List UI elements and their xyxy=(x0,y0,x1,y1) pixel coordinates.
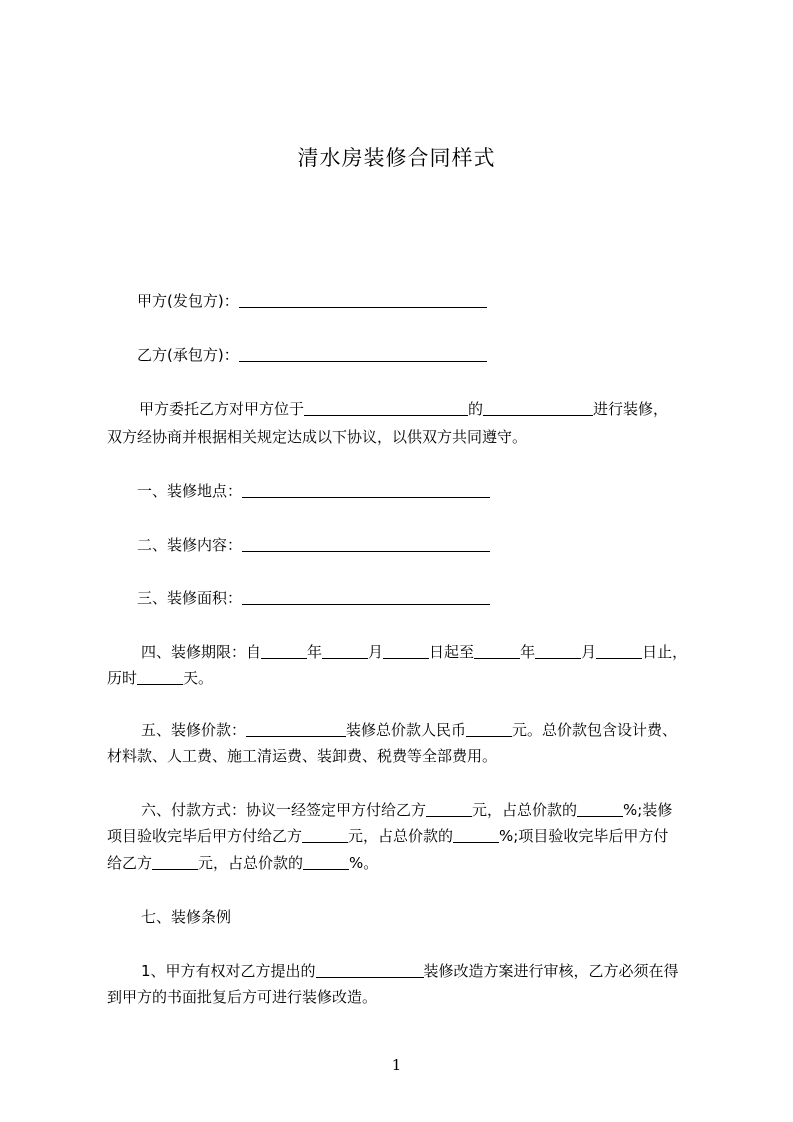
start-year-blank[interactable] xyxy=(261,644,307,659)
clause-1-text-1: 1、甲方有权对乙方提出的 xyxy=(141,962,316,980)
item-4-text-5: 年 xyxy=(520,643,536,661)
end-day-blank[interactable] xyxy=(596,644,642,659)
document-title: 清水房装修合同样式 xyxy=(297,146,496,170)
clause-1-text-2: 装修改造方案进行审核，乙方必须在得 xyxy=(423,962,679,980)
clause-1-plan-blank[interactable] xyxy=(316,963,424,978)
item-1-blank[interactable] xyxy=(242,483,490,498)
intro-property-blank[interactable] xyxy=(483,401,593,416)
total-price-blank[interactable] xyxy=(466,722,512,737)
end-year-blank[interactable] xyxy=(474,644,520,659)
item-2-line xyxy=(137,535,490,555)
item-4-text-3: 月 xyxy=(368,643,384,661)
first-percent-blank[interactable] xyxy=(577,802,623,817)
item-6-text-6: %;项目验收完毕后甲方付 xyxy=(499,827,669,845)
item-5-text-1: 五、装修价款： xyxy=(141,721,247,739)
item-4-text-8: 历时 xyxy=(107,669,138,687)
item-4-text-1: 四、装修期限：自 xyxy=(141,643,262,661)
price-type-blank[interactable] xyxy=(246,722,346,737)
item-6-text-3: %;装修 xyxy=(623,801,673,819)
item-5-text-2: 装修总价款人民币 xyxy=(346,721,467,739)
item-5-line-2: 材料款、人工费、施工清运费、装卸费、税费等全部费用。 xyxy=(107,747,498,765)
party-b-label: 乙方(承包方)： xyxy=(137,346,239,364)
second-payment-blank[interactable] xyxy=(302,828,348,843)
item-4-line-2 xyxy=(107,668,213,688)
item-4-text-9: 天。 xyxy=(183,669,214,687)
intro-line-1 xyxy=(139,399,668,419)
item-6-text-1: 六、付款方式：协议一经签定甲方付给乙方 xyxy=(141,801,427,819)
third-percent-blank[interactable] xyxy=(303,855,349,870)
second-percent-blank[interactable] xyxy=(453,828,499,843)
page-number: 1 xyxy=(391,1056,402,1074)
item-5-text-3: 元。总价款包含设计费、 xyxy=(512,721,678,739)
intro-text-2: 的 xyxy=(468,400,484,418)
intro-text-3: 进行装修， xyxy=(593,400,669,418)
party-a-blank[interactable] xyxy=(239,293,487,308)
intro-line-2: 双方经协商并根据相关规定达成以下协议，以供双方共同遵守。 xyxy=(107,428,528,446)
third-payment-blank[interactable] xyxy=(152,855,198,870)
item-2-blank[interactable] xyxy=(242,537,490,552)
item-3-label: 三、装修面积： xyxy=(137,589,243,607)
item-6-text-5: 元，占总价款的 xyxy=(348,827,454,845)
clause-1-line-2: 到甲方的书面批复后方可进行装修改造。 xyxy=(107,988,378,1006)
duration-days-blank[interactable] xyxy=(137,670,183,685)
start-day-blank[interactable] xyxy=(383,644,429,659)
item-6-line-3 xyxy=(107,853,378,873)
start-month-blank[interactable] xyxy=(322,644,368,659)
item-6-text-9: %。 xyxy=(349,854,379,872)
party-b-blank[interactable] xyxy=(239,347,487,362)
item-1-label: 一、装修地点： xyxy=(137,482,243,500)
item-2-label: 二、装修内容： xyxy=(137,536,243,554)
intro-location-blank[interactable] xyxy=(304,401,468,416)
party-a-label: 甲方(发包方)： xyxy=(137,292,239,310)
item-4-text-6: 月 xyxy=(581,643,597,661)
party-a-line xyxy=(137,291,487,311)
item-4-text-7: 日止， xyxy=(642,643,688,661)
item-6-text-4: 项目验收完毕后甲方付给乙方 xyxy=(107,827,303,845)
item-6-line-2 xyxy=(107,826,668,846)
item-6-text-8: 元，占总价款的 xyxy=(198,854,304,872)
item-7-heading: 七、装修条例 xyxy=(141,908,232,926)
clause-1-line-1 xyxy=(141,961,679,981)
item-4-line-1 xyxy=(141,642,687,662)
item-1-line xyxy=(137,481,490,501)
item-3-blank[interactable] xyxy=(242,590,490,605)
item-6-text-2: 元，占总价款的 xyxy=(472,801,578,819)
party-b-line xyxy=(137,345,487,365)
intro-text-1: 甲方委托乙方对甲方位于 xyxy=(139,400,305,418)
item-4-text-2: 年 xyxy=(307,643,323,661)
first-payment-blank[interactable] xyxy=(426,802,472,817)
item-4-text-4: 日起至 xyxy=(429,643,475,661)
item-6-line-1 xyxy=(141,800,672,820)
item-6-text-7: 给乙方 xyxy=(107,854,153,872)
item-5-line-1 xyxy=(141,720,677,740)
item-3-line xyxy=(137,588,490,608)
end-month-blank[interactable] xyxy=(535,644,581,659)
